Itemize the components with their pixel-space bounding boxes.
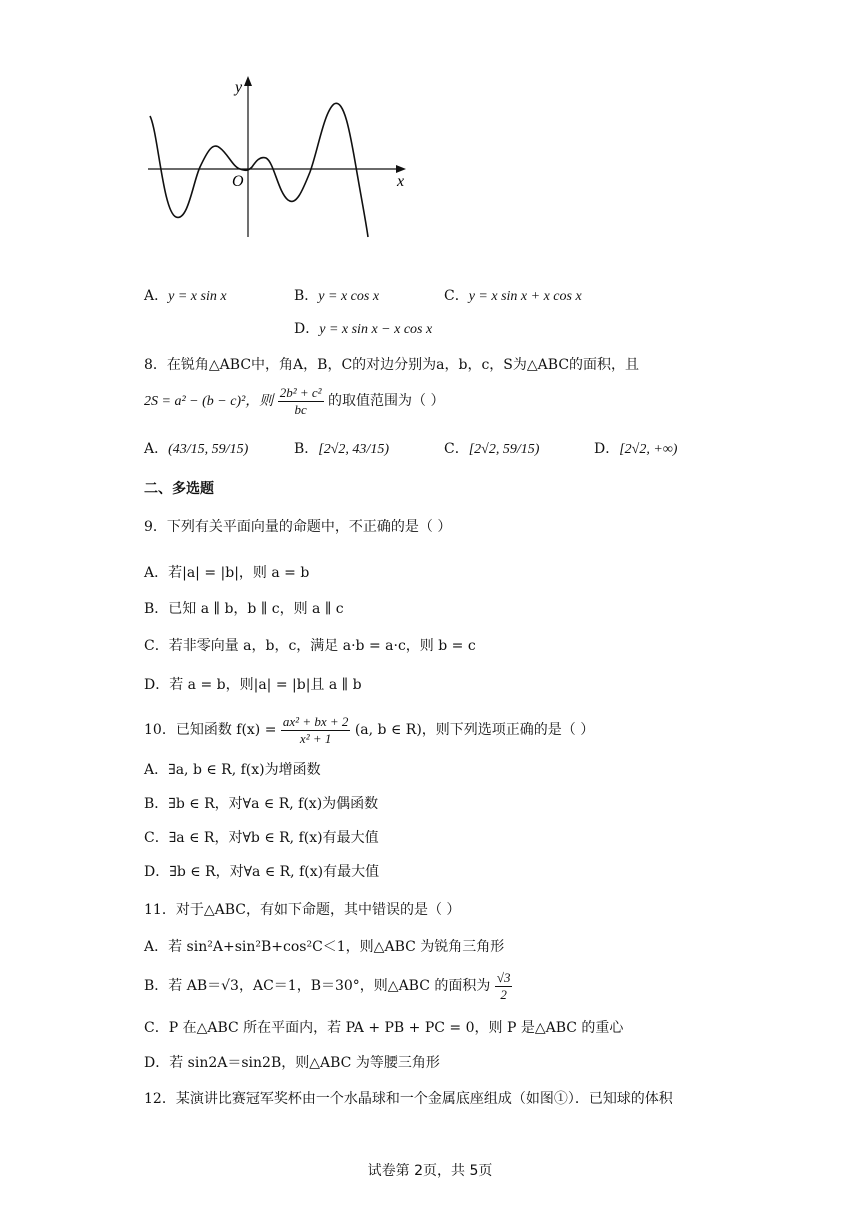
q9-option-a: A．若|a| = |b|，则 a = b [144,565,310,581]
q9-option-c: C．若非零向量 a，b，c，满足 a·b = a·c，则 b = c [144,638,476,654]
q10-option-a: A．∃a, b ∈ R, f(x)为增函数 [144,762,321,778]
origin-label: O [232,173,244,190]
x-axis-label: x [397,173,405,190]
q10-option-d: D．∃b ∈ R，对∀a ∈ R, f(x)有最大值 [144,864,380,880]
q10-fraction: $\frac{\text{ax² + bx + 2}}{\text{x² + 1}}$ [282,713,349,746]
q11-option-b: B．若 AB＝√3，AC＝1，B＝30°，则△ABC 的面积为 $\frac{√3}{2}$ [144,969,511,1002]
q11-option-c: C．P 在△ABC 所在平面内，若 PA + PB + PC = 0，则 P 是△ABC 的重心 [144,1020,624,1036]
q7-option-b: B．y = x cos x [294,288,380,304]
y-axis-arrow-icon [244,76,252,86]
q8-option-d: D．[2√2, +∞) [594,441,678,457]
q9-option-d: D．若 a = b，则|a| = |b|且 a ∥ b [144,677,362,693]
q10-option-c: C．∃a ∈ R，对∀b ∈ R, f(x)有最大值 [144,830,379,846]
y-axis-label: y [235,79,243,96]
section-heading-multiple-choice: 二、多选题 [144,481,214,497]
q8-option-a: A．(43/15, 59/15) [144,441,249,457]
q10-option-b: B．∃b ∈ R，对∀a ∈ R, f(x)为偶函数 [144,796,379,812]
q8-stem-line2: 2S = a² − (b − c)²，则 $\frac{\text{2b² + c²}}{bc}$ 的取值范围为（ ） [144,384,445,417]
q8-option-b: B．[2√2, 43/15) [294,441,389,457]
q9-stem: 9．下列有关平面向量的命题中，不正确的是（ ） [144,519,452,535]
q9-option-b: B．已知 a ∥ b，b ∥ c，则 a ∥ c [144,601,344,617]
q8-fraction: $\frac{\text{2b² + c²}}{bc}$ [279,384,322,417]
function-curve [150,103,368,237]
page-footer: 试卷第 2页，共 5页 [367,1163,493,1179]
q8-stem-line1: 8．在锐角△ABC中，角A，B，C的对边分别为a，b，c，S为△ABC的面积，且 [144,357,640,373]
q10-stem: 10．已知函数 f(x) = $\frac{\text{ax² + bx + 2}}{\text{x² + 1}}$ (a, b ∈ R)，则下列选项正确的是（ ） [144,713,595,746]
q11-option-d: D．若 sin2A＝sin2B，则△ABC 为等腰三角形 [144,1055,440,1071]
q8-option-c: C．[2√2, 59/15) [444,441,540,457]
q12-stem: 12．某演讲比赛冠军奖杯由一个水晶球和一个金属底座组成（如图①）．已知球的体积 [144,1091,673,1107]
q11-fraction: $\frac{√3}{2}$ [496,969,511,1002]
q7-option-c: C．y = x sin x + x cos x [444,288,582,304]
q7-option-a: A．y = x sin x [144,288,227,304]
x-axis-arrow-icon [396,165,406,173]
q11-option-a: A．若 sin²A+sin²B+cos²C＜1，则△ABC 为锐角三角形 [144,939,505,955]
q11-stem: 11．对于△ABC，有如下命题，其中错误的是（ ） [144,902,461,918]
q7-option-d: D．y = x sin x − x cos x [294,321,433,337]
function-graph [138,72,418,247]
